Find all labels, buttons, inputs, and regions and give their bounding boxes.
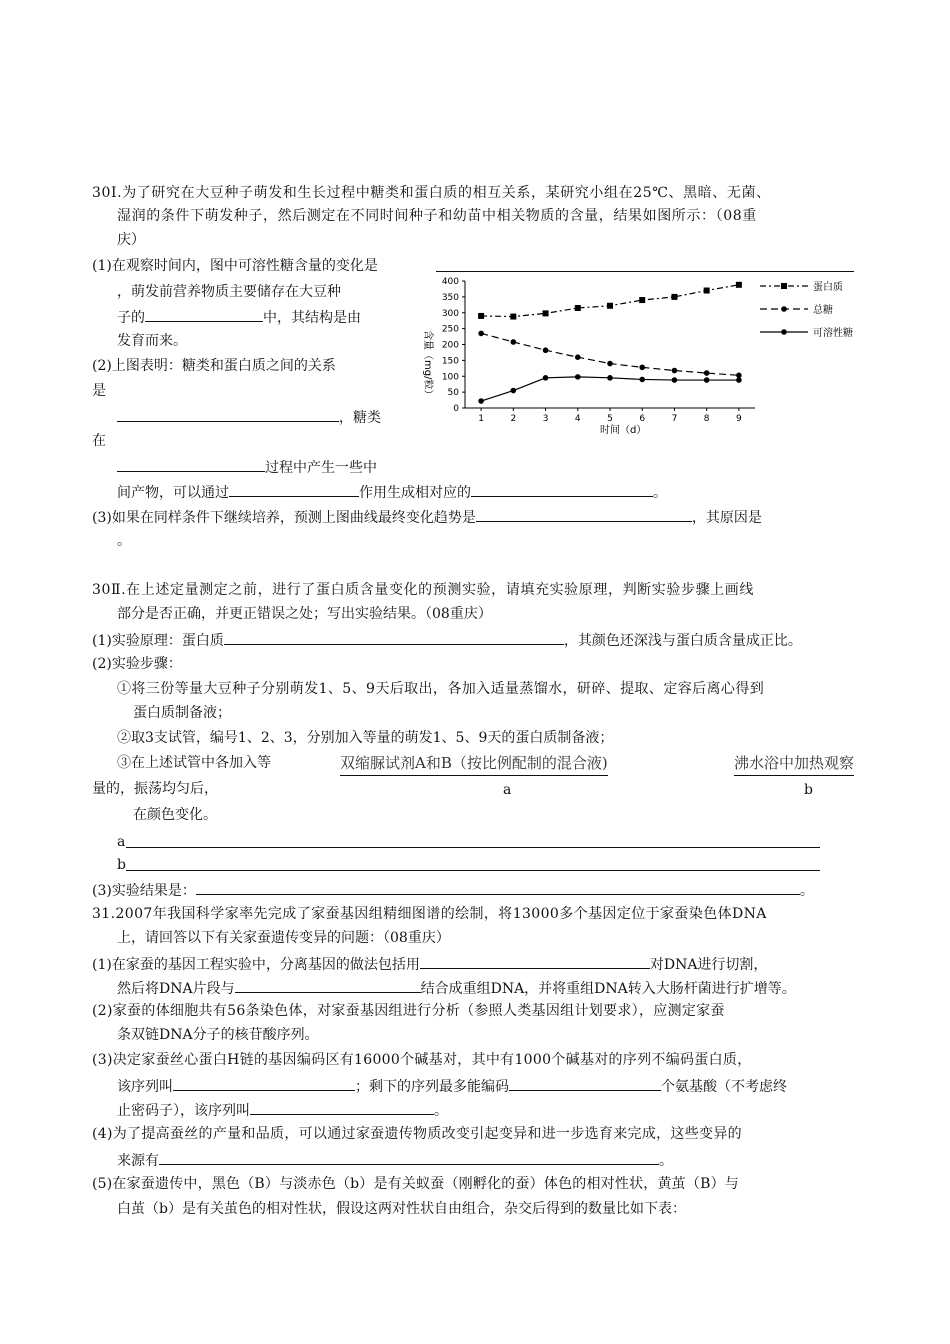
x-tick-label: 7	[671, 414, 678, 424]
q31-part3-line	[117, 1075, 787, 1097]
q31-part4-c: 。	[659, 1153, 673, 1169]
x-tick-label: 6	[639, 414, 646, 424]
q30b-part3-b: 。	[799, 883, 814, 899]
q30a-part3-b: ，其原因是	[691, 510, 762, 526]
y-tick-label: 200	[441, 340, 459, 351]
q31-part1-b: 对DNA进行切割，	[649, 957, 768, 973]
data-point	[672, 377, 678, 383]
q31-part5-a: (5)在家蚕遗传中，黑色（B）与淡赤色（b）是有关蚁蚕（刚孵化的蚕）体色的相对性状，黄茧（B）与	[92, 1176, 739, 1192]
blank-line[interactable]	[117, 456, 265, 472]
q30a-part2-b: 是	[92, 383, 106, 399]
q31-part5-b: 白茧（b）是有关茧色的相对性状，假设这两对性状自由组合，杂交后得到的数量比如下表：	[117, 1201, 686, 1217]
q31-part1-line2	[117, 977, 796, 999]
legend-marker	[781, 306, 787, 312]
y-tick-label: 0	[453, 404, 459, 414]
data-point	[478, 398, 484, 404]
data-point	[704, 288, 710, 294]
answer-line-a-label: a	[117, 834, 126, 850]
data-point	[478, 313, 484, 319]
q31-line1: 31.2007年我国科学家率先完成了家蚕基因组精细图谱的绘制，将13000多个基因定位于家蚕染色体DNA	[92, 906, 767, 922]
blank-line[interactable]	[420, 953, 650, 969]
q30a-part3-line	[92, 506, 762, 528]
q31-part3-c: ；剩下的序列最多能编码	[355, 1079, 509, 1095]
data-point	[543, 375, 549, 381]
q30a-part2-line3	[117, 481, 667, 503]
reagent-tag: a	[503, 782, 512, 798]
data-point	[511, 388, 517, 394]
x-tick-label: 2	[510, 414, 517, 424]
data-point	[639, 365, 645, 371]
q31-part3-b: 该序列叫	[117, 1079, 173, 1095]
q30a-part1-e: 发育而来。	[117, 333, 187, 349]
data-point	[704, 370, 710, 376]
data-point	[478, 331, 484, 337]
q30a-line2: 湿润的条件下萌发种子，然后测定在不同时间种子和幼苗中相关物质的含量，结果如图所示：（08重	[117, 208, 757, 224]
y-tick-label: 100	[441, 372, 459, 383]
legend-label: 总糖	[813, 305, 833, 316]
legend-marker	[781, 329, 787, 335]
data-point	[607, 361, 613, 367]
answer-line-a[interactable]	[126, 847, 820, 848]
blank-line[interactable]	[196, 879, 800, 895]
q30a-part2-g: 作用生成相对应的	[359, 485, 471, 501]
series-line-1	[481, 285, 739, 317]
q30b-step3-b: 量的，振荡均匀后，	[92, 781, 218, 797]
q30a-line1: 30Ⅰ.为了研究在大豆种子萌发和生长过程中糖类和蛋白质的相互关系，某研究小组在25℃、黑暗、无菌、	[92, 185, 771, 201]
blank-line[interactable]	[235, 977, 421, 993]
data-point	[510, 314, 516, 320]
blank-line[interactable]	[117, 406, 339, 422]
q30b-part3-a: (3)实验结果是：	[92, 883, 196, 899]
data-point	[543, 310, 549, 316]
q30b-part3-line	[92, 879, 814, 901]
q30a-part1-d: 中，其结构是由	[263, 310, 361, 326]
q30b-part1-b: ，其颜色还深浅与蛋白质含量成正比。	[563, 633, 802, 649]
q30b-part1-a: (1)实验原理：蛋白质	[92, 633, 224, 649]
blank-line[interactable]	[476, 506, 692, 522]
blank-line[interactable]	[145, 306, 263, 322]
reagent-underlined: 双缩脲试剂A和B（按比例配制的混合液)	[340, 753, 608, 776]
legend-label: 蛋白质	[813, 282, 843, 293]
data-point	[736, 282, 742, 288]
q31-part1-line	[92, 953, 767, 975]
data-point	[575, 305, 581, 311]
q30a-part2-a: (2)上图表明：糖类和蛋白质之间的关系	[92, 358, 336, 374]
blank-line[interactable]	[250, 1099, 434, 1115]
x-tick-label: 3	[542, 414, 549, 424]
blank-line[interactable]	[224, 629, 564, 645]
data-point	[704, 377, 710, 383]
q30a-part1-line	[117, 306, 361, 328]
q31-part2-a: (2)家蚕的体细胞共有56条染色体，对家蚕基因组进行分析（参照人类基因组计划要求），应测定家蚕	[92, 1003, 725, 1019]
data-point	[607, 375, 613, 381]
q30a-part3-a: (3)如果在同样条件下继续培养，预测上图曲线最终变化趋势是	[92, 510, 476, 526]
q30a-part2-line	[117, 406, 381, 428]
blank-line[interactable]	[509, 1075, 661, 1091]
data-point	[607, 303, 613, 309]
q31-part4-line	[117, 1149, 673, 1171]
series-line-2	[481, 333, 739, 375]
y-tick-label: 400	[441, 277, 459, 287]
q30b-part1-line	[92, 629, 802, 651]
data-point	[575, 374, 581, 380]
q30a-part2-e: 过程中产生一些中	[265, 460, 377, 476]
q31-part1-c: 然后将DNA片段与	[117, 981, 235, 997]
q31-part1-a: (1)在家蚕的基因工程实验中，分离基因的做法包括用	[92, 957, 420, 973]
data-point	[639, 297, 645, 303]
q31-part4-b: 来源有	[117, 1153, 159, 1169]
q30b-step2: ②取3支试管，编号1、2、3，分别加入等量的萌发1、5、9天的蛋白质制备液；	[117, 730, 614, 746]
x-axis-label: 时间（d）	[600, 425, 647, 436]
data-point	[511, 339, 517, 345]
x-tick-label: 5	[607, 414, 613, 424]
data-point	[575, 354, 581, 360]
blank-line[interactable]	[471, 481, 653, 497]
q31-part4-a: (4)为了提高蚕丝的产量和品质，可以通过家蚕遗传物质改变引起变异和进一步选育来完成，这些变异的	[92, 1126, 742, 1142]
q30b-line2: 部分是否正确，并更正错误之处；写出实验结果。（08重庆）	[117, 606, 492, 622]
q31-part2-b: 条双链DNA分子的核苷酸序列。	[117, 1027, 319, 1043]
q31-part1-d: 结合成重组DNA，并将重组DNA转入大肠杆菌进行扩增等。	[420, 981, 796, 997]
q30b-step1-b: 蛋白质制备液；	[133, 705, 231, 721]
q31-part3-a: (3)决定家蚕丝心蛋白H链的基因编码区有16000个碱基对，其中有1000个碱基对的序列不编码蛋白质，	[92, 1052, 752, 1068]
blank-line[interactable]	[159, 1149, 659, 1165]
y-tick-label: 150	[441, 356, 459, 367]
q31-part3-e: 止密码子），该序列叫	[117, 1103, 250, 1119]
q30a-part2-h: 。	[653, 485, 667, 501]
q30b-part2: (2)实验步骤：	[92, 656, 182, 672]
q30a-part3-c: 。	[117, 533, 131, 549]
x-tick-label: 9	[736, 414, 742, 424]
data-point	[543, 347, 549, 353]
legend-marker	[781, 283, 787, 289]
q30a-line3: 庆）	[117, 232, 145, 248]
x-tick-label: 4	[574, 414, 581, 424]
q30b-line1: 30Ⅱ.在上述定量测定之前，进行了蛋白质含量变化的预测实验，请填充实验原理，判断实验步骤上画线	[92, 582, 754, 598]
y-tick-label: 350	[441, 292, 459, 303]
q30a-part2-f: 间产物，可以通过	[117, 485, 229, 501]
q30a-part2-line2	[117, 456, 377, 478]
q31-part3-f: 。	[434, 1103, 448, 1119]
y-tick-label: 250	[441, 324, 459, 335]
answer-line-b-label: b	[117, 857, 126, 873]
data-point	[639, 377, 645, 383]
x-tick-label: 1	[478, 414, 484, 424]
data-point	[736, 372, 742, 378]
q30a-part1-b: ，萌发前营养物质主要储存在大豆种	[117, 284, 341, 300]
q31-part3-line2	[117, 1099, 448, 1121]
q31-line2: 上，请回答以下有关家蚕遗传变异的问题：（08重庆）	[117, 930, 450, 946]
x-tick-label: 8	[703, 414, 710, 424]
data-point	[671, 294, 677, 300]
data-point	[736, 377, 742, 383]
heat-underlined: 沸水浴中加热观察	[734, 753, 854, 776]
answer-line-b[interactable]	[126, 870, 820, 871]
y-tick-label: 300	[441, 308, 459, 319]
blank-line[interactable]	[173, 1075, 355, 1091]
q31-part3-d: 个氨基酸（不考虑终	[661, 1079, 787, 1095]
q30b-step3-a: ③在上述试管中各加入等	[117, 755, 271, 771]
q30b-step3-c: 在颜色变化。	[133, 807, 217, 823]
q30a-part1-a: (1)在观察时间内，图中可溶性糖含量的变化是	[92, 258, 378, 274]
heat-tag: b	[804, 782, 813, 798]
q30b-step1-a: ①将三份等量大豆种子分别萌发1、5、9天后取出，各加入适量蒸馏水，研碎、提取、定容后离心得到	[117, 681, 765, 697]
legend-label: 可溶性糖	[813, 328, 853, 339]
q30a-part2-d: 在	[92, 433, 106, 449]
content-chart	[410, 272, 870, 442]
q30a-part2-c: ，糖类	[339, 410, 381, 426]
y-tick-label: 50	[447, 388, 459, 399]
q30a-part1-c: 子的	[117, 310, 145, 326]
blank-line[interactable]	[229, 481, 359, 497]
data-point	[672, 368, 678, 374]
y-axis-label	[422, 330, 435, 399]
y-axis-label-text: 含量（mg/粒）	[422, 330, 433, 400]
